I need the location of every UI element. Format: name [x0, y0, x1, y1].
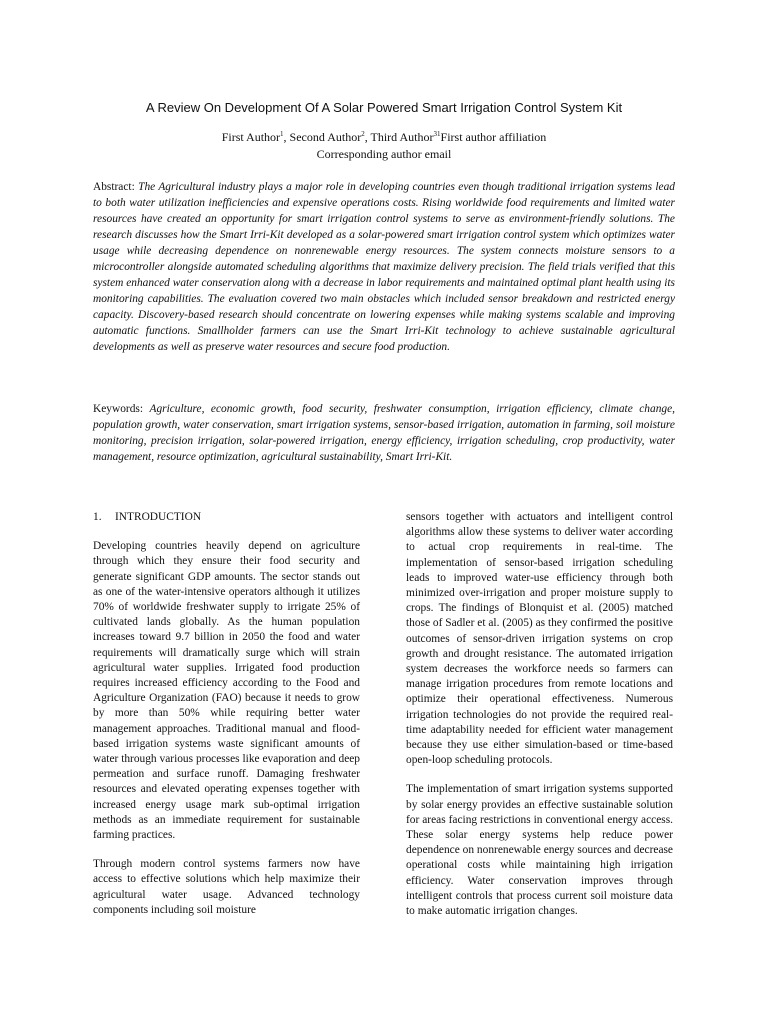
author-third-sup: 31 — [433, 130, 441, 138]
abstract-text: The Agricultural industry plays a major role in developing countries even though traditional irrigation systems lead to both water utilization inefficiencies and expensive operations costs. Rising worldwide food requirements and limited water resources have created an opportunity for smart irrigation control systems to serve as environment-friendly solutions. The research discusses how the Smart Irri-Kit developed as a solar-powered smart irrigation control system which optimizes water usage while decreasing dependence on nonrenewable energy resources. The system connects moisture sensors to a microcontroller alongside automated scheduling algorithms that maximize delivery precision. The field trials verified that this system enhanced water conservation along with a decrease in labor requirements and maintained optimal plant health using its monitoring capabilities. The evaluation covered two main obstacles which included sensor breakdown and restricted energy capacity. Discovery-based research should concentrate on lowering expenses while making systems scalable and improving automatic functions. Smallholder farmers can use the Smart Irri-Kit technology to achieve sustainable agricultural developments as well as preserve water resources and secure food production. — [93, 181, 675, 353]
author-first: First Author — [221, 130, 281, 144]
author-second-sup: 2 — [361, 130, 365, 138]
section-title: INTRODUCTION — [115, 511, 202, 523]
author-second: Second Author — [289, 130, 362, 144]
author-third: Third Author — [370, 130, 434, 144]
paragraph: Through modern control systems farmers now have access to effective solutions which help maximize their agricultural water usage. Advanced technology components including soil moisture — [93, 858, 360, 916]
left-column — [93, 510, 360, 932]
keywords-text: Agriculture, economic growth, food security, freshwater consumption, irrigation efficiency, climate change, population growth, water conservation, smart irrigation systems, sensor-based irrigation, automation in farming, soil moisture monitoring, precision irrigation, solar-powered irrigation, energy efficiency, irrigation scheduling, crop productivity, water management, resource optimization, agricultural sustainability, Smart Irri-Kit. — [93, 403, 675, 463]
right-column — [406, 510, 673, 933]
paragraph: The implementation of smart irrigation systems supported by solar energy provides an effective sustainable solution for areas facing restrictions in conventional energy access. These solar energy systems help reduce power dependence on nonrenewable energy sources and decrease operational costs while maintaining high irrigation efficiency. Water conservation improves through intelligent controls that process current soil moisture data to make automatic irrigation changes. — [406, 783, 673, 918]
author-sep: , — [364, 130, 371, 144]
paragraph: Developing countries heavily depend on agriculture through which they ensure their food security and generate significant GDP amounts. The sector stands out as one of the water-intensive operators although it utilizes 70% of worldwide freshwater supply to irrigate 25% of cultivated lands globally. As the human population increases toward 9.7 billion in 2050 the food and water requirements will dramatically surge which will strain agricultural water supplies. Irrigated food production requires increased efficiency according to the Food and Agriculture Organization (FAO) because it needs to grow by more than 50% while requiring better water management approaches. Traditional manual and flood-based irrigation systems waste significant amounts of water through various processes like evaporation and deep permeation and surface runoff. Damaging freshwater resources and elevated operating expenses together with increased energy usage mark sub-optimal irrigation methods as an immediate requirement for sustainable farming practices. — [93, 540, 360, 842]
paragraph: sensors together with actuators and intelligent control algorithms allow these systems to deliver water according to actual crop requirements in real-time. The implementation of sensor-based irrigation scheduling leads to improved water-use efficiency through both minimized over-irrigation and proper moisture supply to crops. The findings of Blonquist et al. (2005) matched those of Sadler et al. (2005) as they confirmed the positive outcomes of sensor-driven irrigation systems on crop growth and drought resistance. The automated irrigation system decreases the workforce needs so farmers can manage irrigation procedures from remote locations and optimize their operational effectiveness. Numerous irrigation technologies do not provide the required real-time adaptability needed for efficient water management because they use either simulation-based or time-based open-loop scheduling protocols. — [406, 511, 673, 767]
author-affiliation: First author affiliation — [440, 130, 547, 144]
corresponding-email: Corresponding author email — [316, 147, 452, 161]
author-sep: , — [283, 130, 290, 144]
abstract-label: Abstract: — [93, 181, 139, 193]
keywords-label: Keywords: — [93, 403, 150, 415]
section-heading — [93, 510, 360, 525]
author-line — [80, 130, 688, 145]
section-number: 1. — [93, 511, 102, 523]
abstract — [93, 179, 675, 355]
paper-title: A Review On Development Of A Solar Powered Smart Irrigation Control System Kit — [145, 100, 623, 115]
keywords — [93, 401, 675, 465]
author-first-sup: 1 — [280, 130, 284, 138]
